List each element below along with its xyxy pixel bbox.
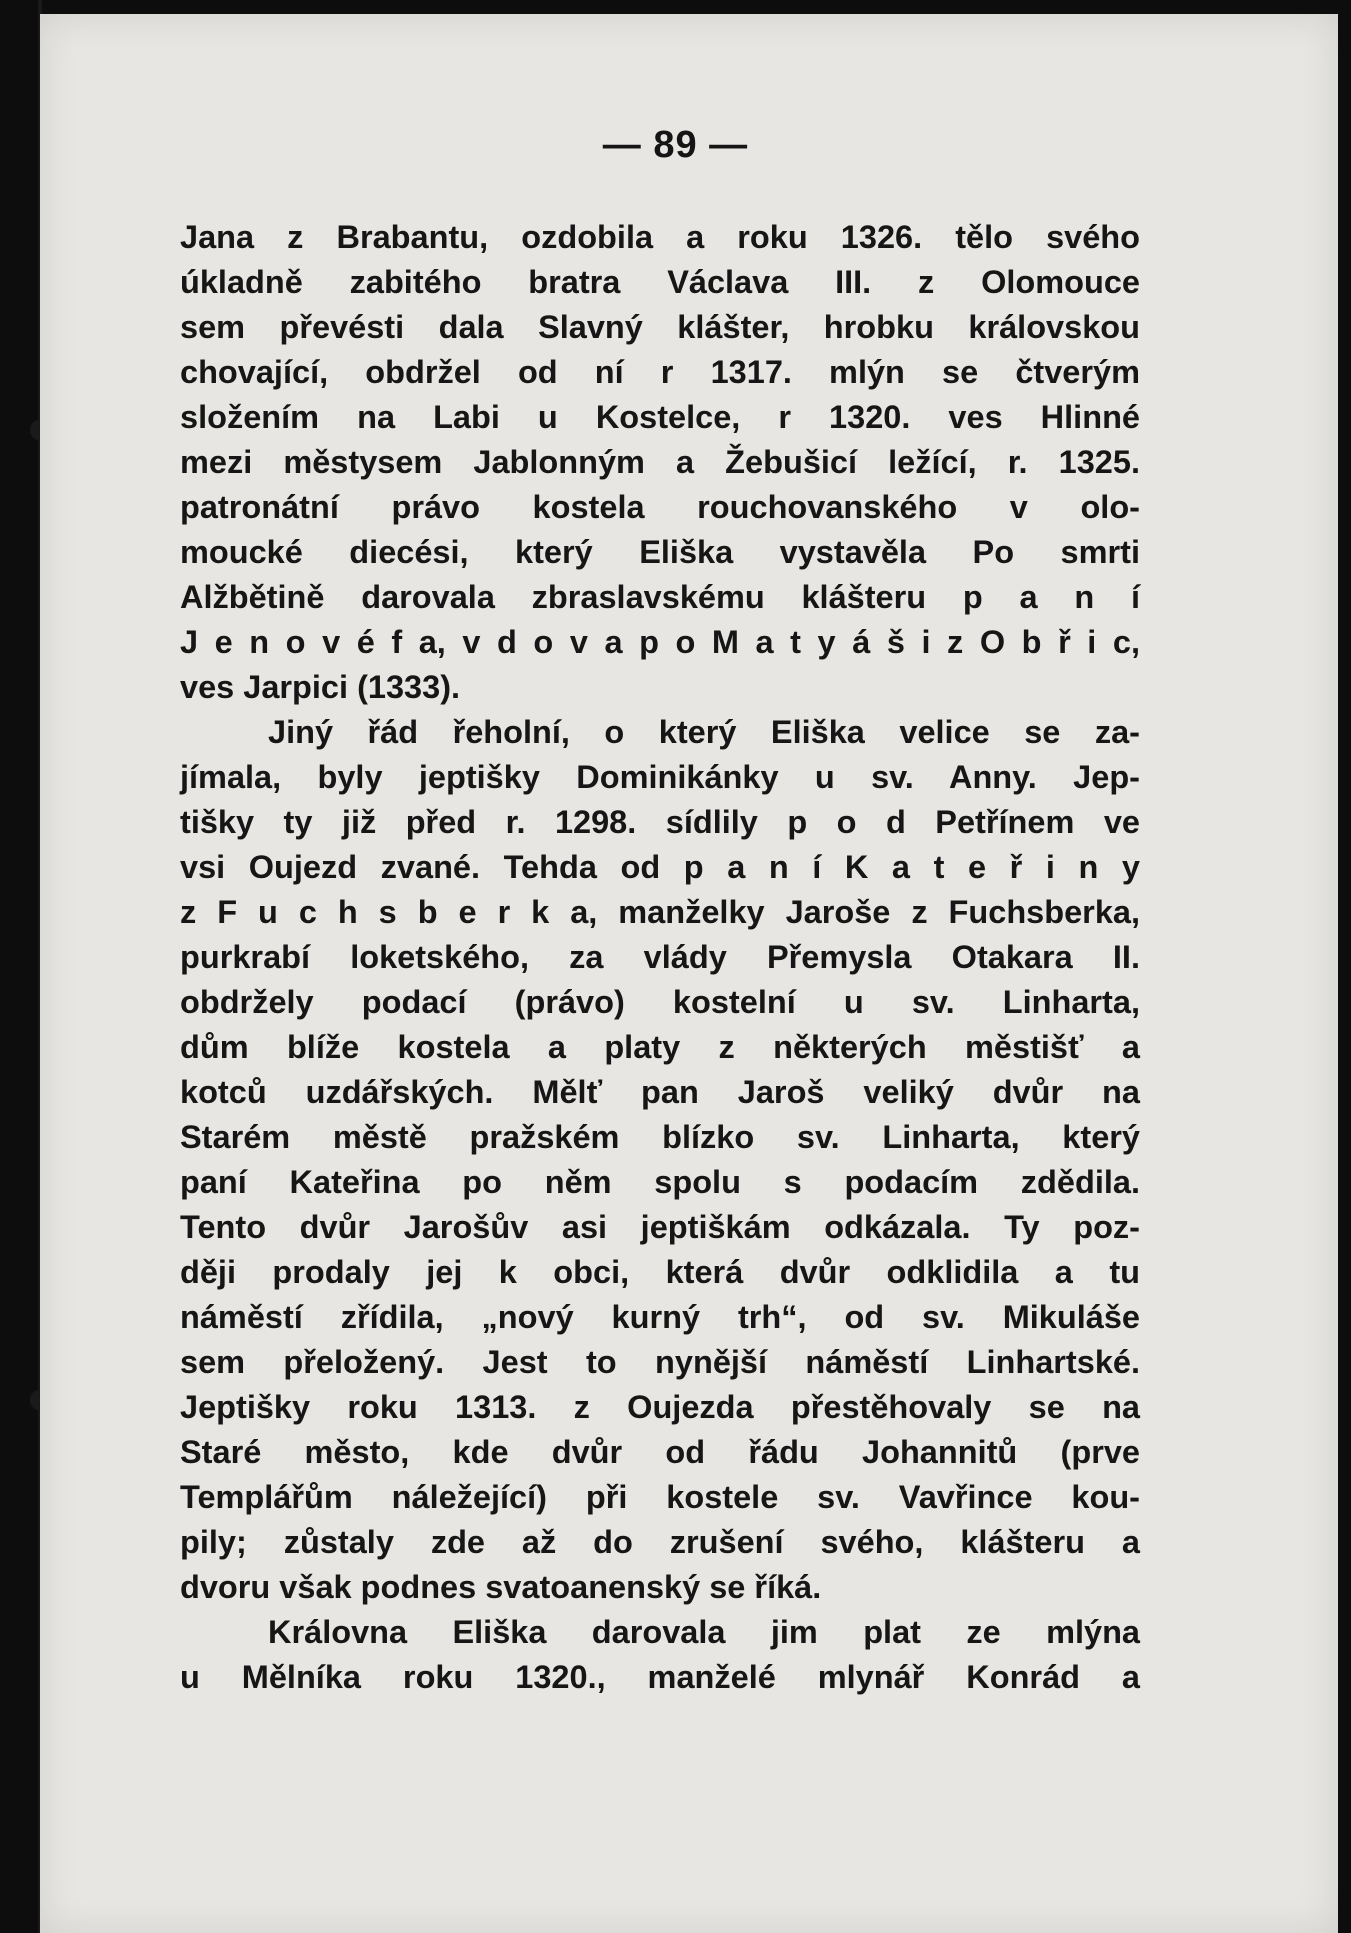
text-line: Starém městě pražském blízko sv. Linharta, který [180,1119,1140,1155]
text-line: purkrabí loketského, za vlády Přemysla Otakara II. [180,939,1140,975]
text-line: paní Kateřina po něm spolu s podacím zdědila. [180,1164,1140,1200]
text-line: chovající, obdržel od ní r 1317. mlýn se čtverým [180,354,1140,390]
text-line: patronátní právo kostela rouchovanského v olo- [180,489,1140,525]
page-number: — 89 — [602,124,749,166]
text-line: Jana z Brabantu, ozdobila a roku 1326. tělo svého [180,219,1140,255]
text-line: Templářům náležející) při kostele sv. Vavřince kou- [180,1479,1140,1515]
paragraph-first-line: Jiný řád řeholní, o který Eliška velice se za- [268,714,1140,750]
paragraph-first-line: Královna Eliška darovala jim plat ze mlýna [268,1614,1140,1650]
text-line: sem převésti dala Slavný klášter, hrobku královskou [180,309,1140,345]
text-line: sem přeložený. Jest to nynější náměstí Linhartské. [180,1344,1140,1380]
text-line: Jeptišky roku 1313. z Oujezda přestěhovaly se na [180,1389,1140,1425]
text-line: pily; zůstaly zde až do zrušení svého, klášteru a [180,1524,1140,1560]
text-line: Alžbětině darovala zbraslavskému klášteru p a n í [180,579,1140,615]
text-line: vsi Oujezd zvané. Tehda od p a n í K a t e ř i n y [180,849,1140,885]
text-line: Tento dvůr Jarošův asi jeptiškám odkázala. Ty poz- [180,1209,1140,1245]
text-line: složením na Labi u Kostelce, r 1320. ves Hlinné [180,399,1140,435]
text-line: z F u c h s b e r k a, manželky Jaroše z Fuchsberka, [180,894,1140,930]
text-line: u Mělníka roku 1320., manželé mlynář Konrád a [180,1659,1140,1695]
text-line: mezi městysem Jablonným a Žebušicí ležící, r. 1325. [180,444,1140,480]
text-line: ději prodaly jej k obci, která dvůr odklidila a tu [180,1254,1140,1290]
text-line: ves Jarpici (1333). [180,669,461,705]
text-line: úkladně zabitého bratra Václava III. z Olomouce [180,264,1140,300]
text-line: dvoru však podnes svatoanenský se říká. [180,1569,822,1605]
text-line: Staré město, kde dvůr od řádu Johannitů (prve [180,1434,1140,1470]
text-line: obdržely podací (právo) kostelní u sv. Linharta, [180,984,1140,1020]
text-line: náměstí zřídila, „nový kurný trh“, od sv. Mikuláše [180,1299,1140,1335]
text-line: kotců uzdářských. Mělť pan Jaroš veliký dvůr na [180,1074,1140,1110]
body-text [180,215,1140,1700]
text-line: dům blíže kostela a platy z některých městišť a [180,1029,1140,1065]
text-line: moucké diecési, který Eliška vystavěla Po smrti [180,534,1140,570]
text-line: tišky ty již před r. 1298. sídlily p o d Petřínem ve [180,804,1140,840]
text-line: jímala, byly jeptišky Dominikánky u sv. Anny. Jep- [180,759,1140,795]
text-line: J e n o v é f a, v d o v a p o M a t y á š i z O b ř i c, [180,624,1140,660]
